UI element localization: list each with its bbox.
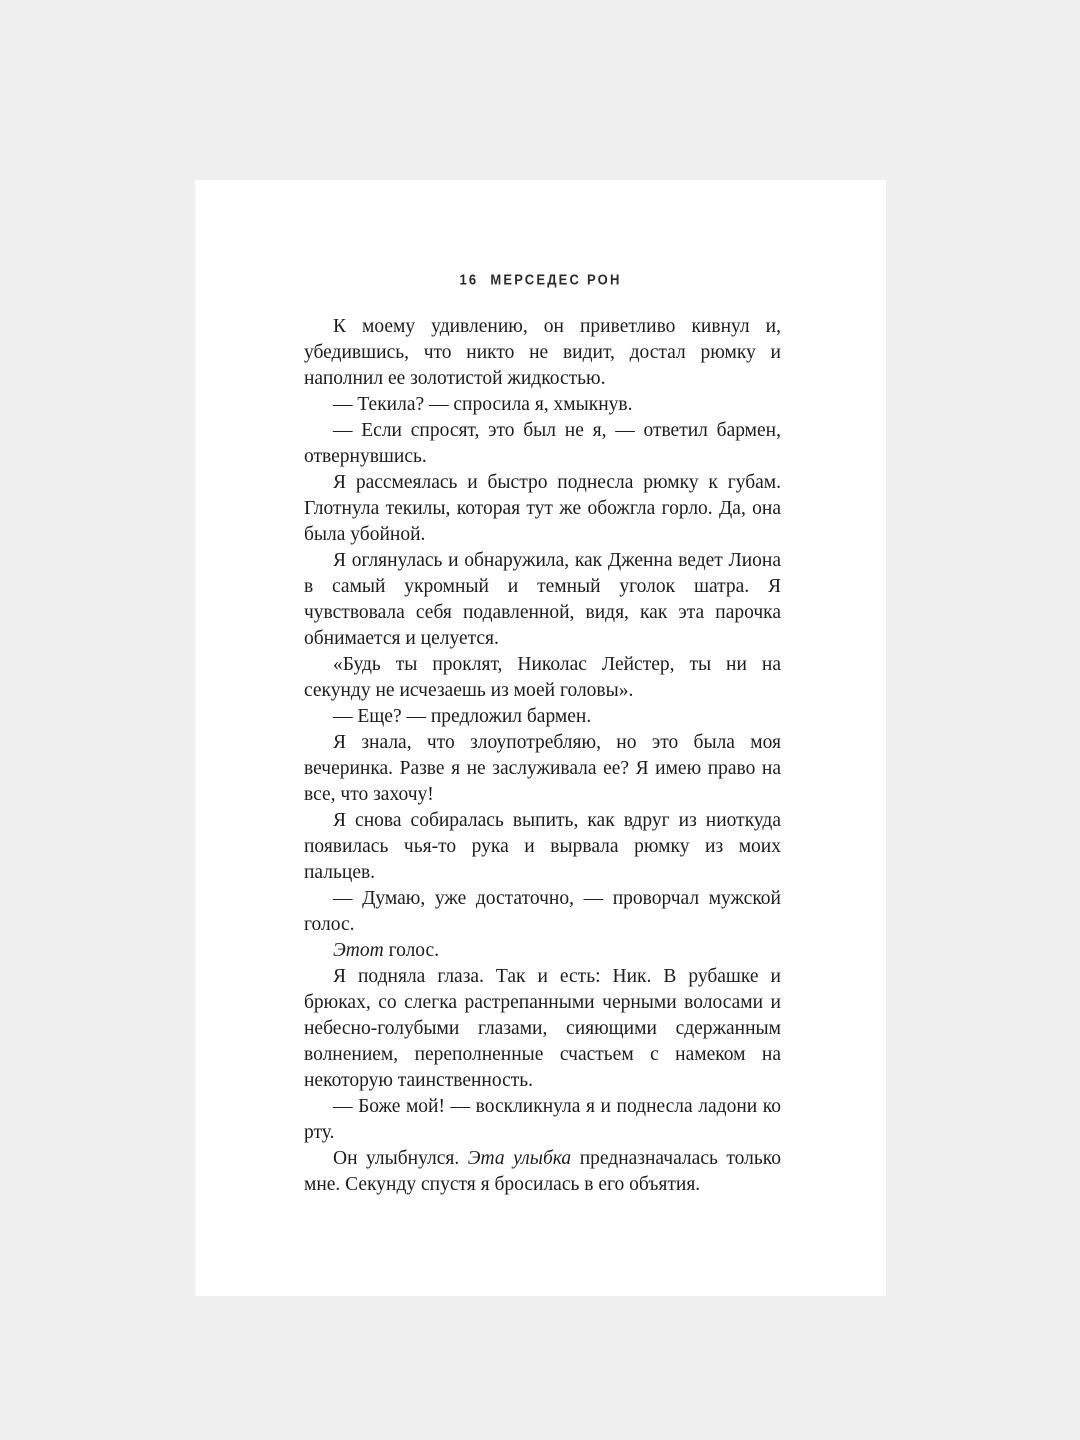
paragraph-5: Я оглянулась и обнаружила, как Дженна ведет Лиона в самый укромный и темный уголок шатра. Я чувствовала себя подавленной, видя, как эта парочка обнимается и целуется. — [304, 550, 781, 649]
paragraph-1: К моему удивлению, он приветливо кивнул и, убедившись, что никто не видит, достал рюмку и наполнил ее золотистой жидкостью. — [304, 316, 781, 389]
page-number: 16 — [459, 271, 479, 288]
paragraph-lead: Он улыбнулся. — [333, 1148, 468, 1169]
paragraph-12: Я подняла глаза. Так и есть: Ник. В рубашке и брюках, со слегка растрепанными черными волосами и небесно-голубыми глазами, сияющими сдержанным волнением, переполненные счастьем с намеком на некоторую таинственность. — [304, 966, 781, 1091]
italic-phrase: Эта улыбка — [467, 1148, 572, 1169]
paragraph-text: голос. — [383, 940, 440, 961]
paragraph-10: — Думаю, уже достаточно, — проворчал мужской голос. — [304, 888, 781, 935]
italic-phrase: Этот — [333, 940, 384, 961]
paragraph-14 — [304, 1146, 781, 1198]
running-head — [195, 271, 886, 288]
author-name: МЕРСЕДЕС РОН — [490, 271, 622, 288]
paragraph-6: «Будь ты проклят, Николас Лейстер, ты ни на секунду не исчезаешь из моей головы». — [304, 654, 781, 701]
paragraph-text: предназначалась только мне. Секунду спустя я бросилась в его объятия. — [304, 1148, 782, 1195]
paragraph-2: — Текила? — спросила я, хмыкнув. — [333, 394, 633, 415]
paragraph-7: — Еще? — предложил бармен. — [333, 706, 592, 727]
body-text — [304, 314, 781, 1198]
paragraph-13: — Боже мой! — воскликнула я и поднесла ладони ко рту. — [304, 1096, 781, 1143]
book-page — [195, 180, 886, 1296]
paragraph-4: Я рассмеялась и быстро поднесла рюмку к губам. Глотнула текилы, которая тут же обожгла горло. Да, она была убойной. — [304, 472, 781, 545]
paragraph-3: — Если спросят, это был не я, — ответил бармен, отвернувшись. — [304, 420, 781, 467]
paragraph-8: Я знала, что злоупотребляю, но это была моя вечеринка. Разве я не заслуживала ее? Я имею право на все, что захочу! — [304, 732, 781, 805]
paragraph-11 — [304, 938, 781, 964]
paragraph-9: Я снова собиралась выпить, как вдруг из ниоткуда появилась чья-то рука и вырвала рюмку из моих пальцев. — [304, 810, 781, 883]
